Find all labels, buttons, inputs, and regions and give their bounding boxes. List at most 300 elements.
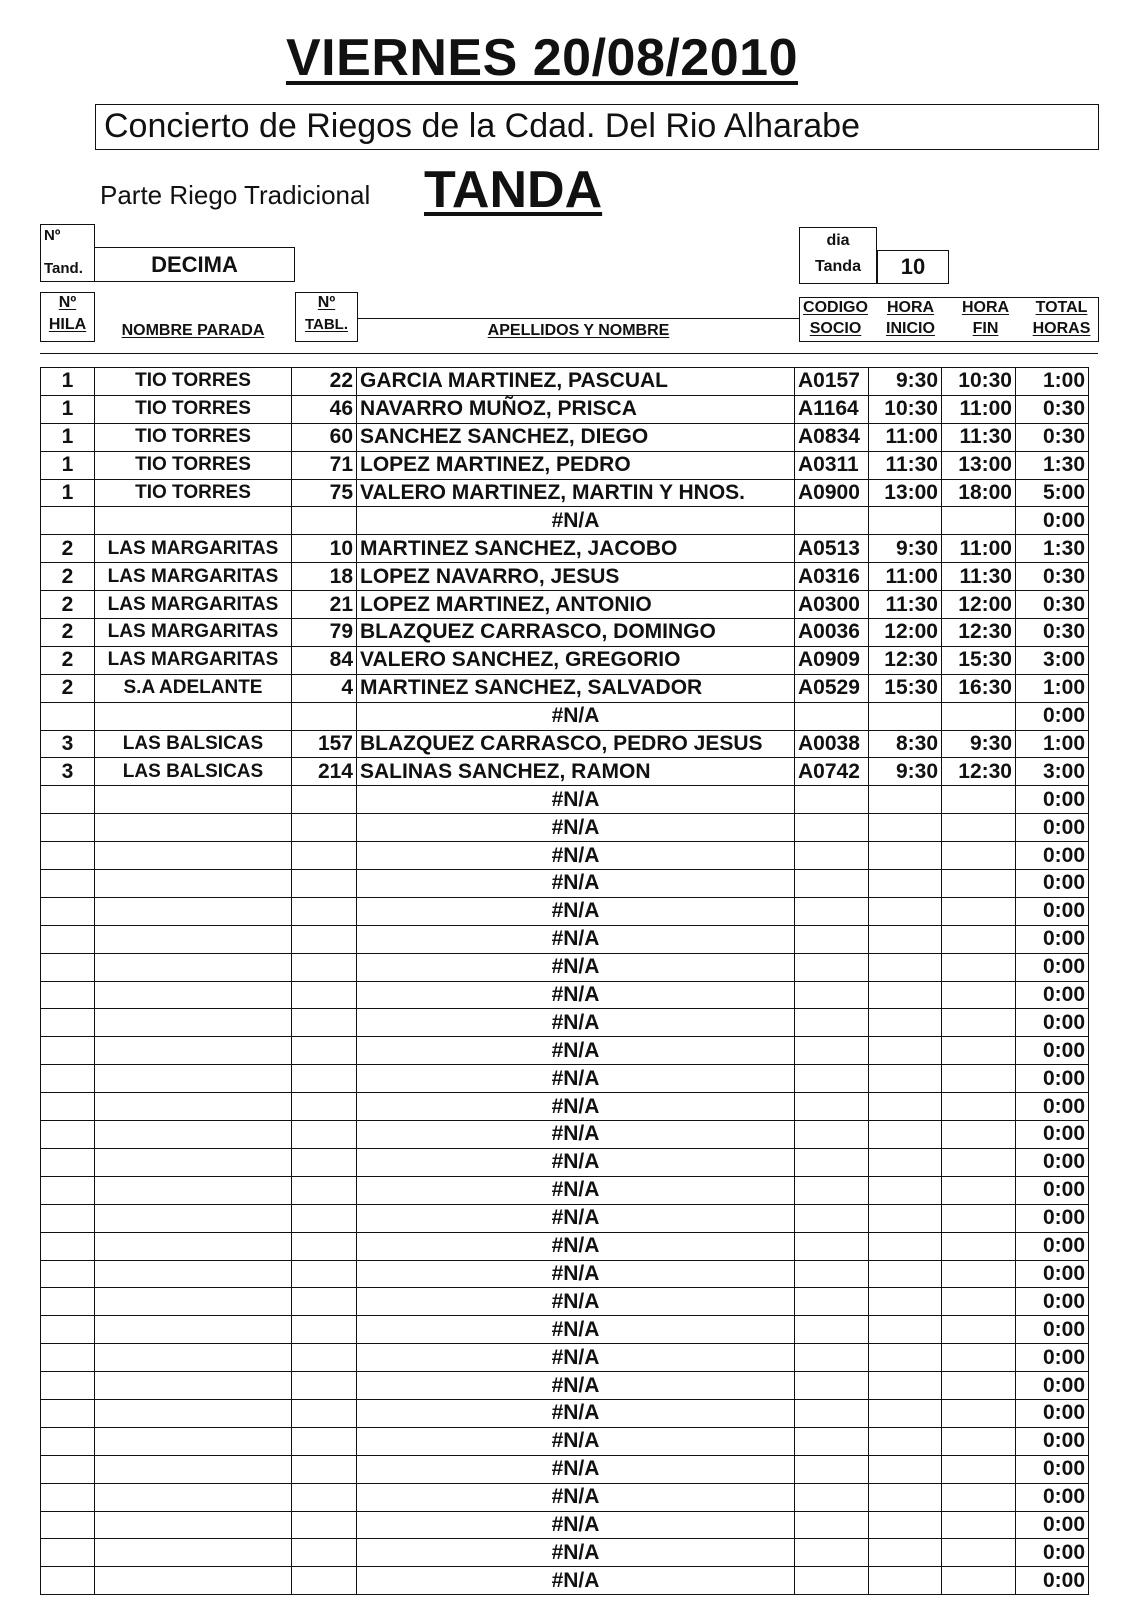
cell-tabl (292, 842, 357, 870)
cell-codigo (795, 1567, 869, 1595)
cell-fin: 16:30 (942, 674, 1016, 702)
cell-nombre: #N/A (357, 702, 795, 730)
cell-tabl (292, 1232, 357, 1260)
cell-fin: 10:30 (942, 368, 1016, 396)
cell-total: 0:00 (1016, 1288, 1089, 1316)
cell-hila (41, 1511, 95, 1539)
cell-fin (942, 897, 1016, 925)
cell-nombre: LOPEZ MARTINEZ, ANTONIO (357, 591, 795, 619)
cell-fin (942, 925, 1016, 953)
cell-inicio (869, 1455, 942, 1483)
table-row (41, 981, 1089, 1009)
cell-codigo: A0742 (795, 758, 869, 786)
cell-nombre: MARTINEZ SANCHEZ, JACOBO (357, 535, 795, 563)
table-row (41, 1455, 1089, 1483)
cell-fin (942, 953, 1016, 981)
cell-fin (942, 1511, 1016, 1539)
table-row (41, 1567, 1089, 1595)
cell-tabl (292, 1372, 357, 1400)
cell-codigo (795, 1316, 869, 1344)
cell-parada (95, 1009, 292, 1037)
cell-hila (41, 1232, 95, 1260)
cell-codigo (795, 1204, 869, 1232)
cell-tabl (292, 1093, 357, 1121)
cell-parada: LAS BALSICAS (95, 730, 292, 758)
tanda-heading: TANDA (424, 161, 603, 219)
cell-inicio: 9:30 (869, 368, 942, 396)
cell-hila (41, 1121, 95, 1149)
cell-codigo (795, 1511, 869, 1539)
cell-codigo: A0909 (795, 646, 869, 674)
cell-parada (95, 953, 292, 981)
table-row (41, 814, 1089, 842)
cell-parada (95, 702, 292, 730)
cell-nombre: #N/A (357, 1372, 795, 1400)
cell-inicio (869, 870, 942, 898)
no-tand-line1: Nº (44, 227, 61, 244)
cell-nombre: #N/A (357, 1093, 795, 1121)
cell-parada (95, 842, 292, 870)
cell-nombre: #N/A (357, 1399, 795, 1427)
header-nombre: APELLIDOS Y NOMBRE (487, 322, 670, 339)
cell-fin: 11:00 (942, 395, 1016, 423)
cell-inicio (869, 1260, 942, 1288)
cell-total: 0:00 (1016, 1316, 1089, 1344)
cell-hila (41, 1344, 95, 1372)
cell-total: 0:00 (1016, 1176, 1089, 1204)
table-row (41, 507, 1089, 535)
cell-hila: 1 (41, 451, 95, 479)
cell-codigo (795, 981, 869, 1009)
cell-fin: 18:00 (942, 479, 1016, 507)
header-fin: HORA FIN (961, 299, 1010, 337)
dia-tanda-line1: dia (826, 232, 850, 249)
cell-nombre: #N/A (357, 1511, 795, 1539)
cell-nombre: #N/A (357, 1065, 795, 1093)
table-row (41, 1204, 1089, 1232)
table-row (41, 953, 1089, 981)
cell-fin: 12:30 (942, 619, 1016, 647)
cell-total: 1:00 (1016, 368, 1089, 396)
cell-nombre: #N/A (357, 1037, 795, 1065)
cell-hila (41, 842, 95, 870)
cell-nombre: MARTINEZ SANCHEZ, SALVADOR (357, 674, 795, 702)
cell-tabl: 10 (292, 535, 357, 563)
cell-codigo (795, 1344, 869, 1372)
cell-tabl (292, 981, 357, 1009)
table-row (41, 702, 1089, 730)
cell-parada (95, 1176, 292, 1204)
cell-tabl (292, 1037, 357, 1065)
cell-nombre: #N/A (357, 1009, 795, 1037)
cell-tabl: 4 (292, 674, 357, 702)
cell-codigo: A0900 (795, 479, 869, 507)
cell-codigo: A0036 (795, 619, 869, 647)
table-row (41, 1037, 1089, 1065)
cell-hila (41, 953, 95, 981)
table-row (41, 1344, 1089, 1372)
cell-tabl (292, 925, 357, 953)
table-row (41, 1009, 1089, 1037)
cell-tabl: 21 (292, 591, 357, 619)
cell-inicio: 11:00 (869, 563, 942, 591)
cell-total: 0:00 (1016, 507, 1089, 535)
cell-nombre: #N/A (357, 507, 795, 535)
cell-tabl (292, 1009, 357, 1037)
cell-nombre: #N/A (357, 870, 795, 898)
cell-tabl (292, 1148, 357, 1176)
cell-codigo: A0311 (795, 451, 869, 479)
cell-total: 0:00 (1016, 842, 1089, 870)
table-row (41, 1176, 1089, 1204)
header-hila: Nº HILA (48, 294, 87, 333)
cell-nombre: #N/A (357, 1427, 795, 1455)
cell-codigo (795, 1539, 869, 1567)
table-row (41, 674, 1089, 702)
table-row (41, 1511, 1089, 1539)
cell-hila (41, 1427, 95, 1455)
cell-parada (95, 1511, 292, 1539)
cell-inicio (869, 1148, 942, 1176)
cell-parada (95, 1121, 292, 1149)
cell-inicio (869, 702, 942, 730)
header-codigo: CODIGO SOCIO (803, 299, 868, 337)
cell-total: 0:00 (1016, 1009, 1089, 1037)
cell-inicio (869, 786, 942, 814)
cell-codigo (795, 953, 869, 981)
cell-nombre: #N/A (357, 981, 795, 1009)
cell-total: 0:00 (1016, 1399, 1089, 1427)
cell-nombre: #N/A (357, 786, 795, 814)
cell-hila: 1 (41, 368, 95, 396)
table-row (41, 925, 1089, 953)
cell-hila (41, 814, 95, 842)
dia-tanda-value: 10 (877, 250, 949, 284)
cell-inicio (869, 953, 942, 981)
cell-fin (942, 1316, 1016, 1344)
table-row (41, 1260, 1089, 1288)
cell-inicio (869, 842, 942, 870)
cell-codigo (795, 925, 869, 953)
cell-hila: 2 (41, 674, 95, 702)
cell-fin: 13:00 (942, 451, 1016, 479)
cell-codigo: A0157 (795, 368, 869, 396)
cell-codigo: A0834 (795, 423, 869, 451)
cell-tabl (292, 897, 357, 925)
cell-parada (95, 1037, 292, 1065)
cell-tabl (292, 814, 357, 842)
cell-inicio (869, 1288, 942, 1316)
cell-inicio (869, 1372, 942, 1400)
cell-codigo (795, 507, 869, 535)
cell-fin: 12:30 (942, 758, 1016, 786)
cell-total: 0:00 (1016, 1037, 1089, 1065)
cell-inicio (869, 1204, 942, 1232)
cell-codigo (795, 1009, 869, 1037)
cell-inicio (869, 1037, 942, 1065)
cell-nombre: BLAZQUEZ CARRASCO, PEDRO JESUS (357, 730, 795, 758)
cell-inicio: 11:00 (869, 423, 942, 451)
cell-fin (942, 1037, 1016, 1065)
cell-parada (95, 1539, 292, 1567)
cell-codigo: A0513 (795, 535, 869, 563)
cell-codigo (795, 870, 869, 898)
cell-hila (41, 702, 95, 730)
table-row (41, 1065, 1089, 1093)
cell-inicio: 13:00 (869, 479, 942, 507)
cell-hila (41, 1316, 95, 1344)
cell-inicio: 9:30 (869, 535, 942, 563)
cell-fin (942, 1260, 1016, 1288)
cell-fin: 15:30 (942, 646, 1016, 674)
cell-inicio (869, 1539, 942, 1567)
cell-codigo (795, 842, 869, 870)
cell-nombre: NAVARRO MUÑOZ, PRISCA (357, 395, 795, 423)
cell-inicio: 10:30 (869, 395, 942, 423)
cell-parada: TIO TORRES (95, 368, 292, 396)
cell-inicio (869, 1483, 942, 1511)
cell-inicio (869, 981, 942, 1009)
cell-nombre: SANCHEZ SANCHEZ, DIEGO (357, 423, 795, 451)
cell-inicio (869, 897, 942, 925)
cell-hila: 1 (41, 479, 95, 507)
cell-parada: LAS MARGARITAS (95, 591, 292, 619)
cell-hila (41, 1093, 95, 1121)
cell-parada (95, 1427, 292, 1455)
table-row (41, 479, 1089, 507)
cell-codigo: A0529 (795, 674, 869, 702)
cell-codigo (795, 1037, 869, 1065)
cell-inicio (869, 1567, 942, 1595)
cell-parada: LAS MARGARITAS (95, 535, 292, 563)
cell-parada (95, 1344, 292, 1372)
cell-inicio (869, 1121, 942, 1149)
cell-codigo (795, 1260, 869, 1288)
cell-hila: 1 (41, 395, 95, 423)
cell-hila (41, 1065, 95, 1093)
cell-hila (41, 1372, 95, 1400)
cell-total: 1:30 (1016, 451, 1089, 479)
cell-parada (95, 1260, 292, 1288)
cell-codigo (795, 1065, 869, 1093)
cell-total: 5:00 (1016, 479, 1089, 507)
cell-nombre: VALERO MARTINEZ, MARTIN Y HNOS. (357, 479, 795, 507)
cell-total: 0:00 (1016, 1455, 1089, 1483)
cell-tabl (292, 702, 357, 730)
cell-hila (41, 925, 95, 953)
cell-parada (95, 1567, 292, 1595)
table-row (41, 646, 1089, 674)
cell-nombre: #N/A (357, 1204, 795, 1232)
table-row (41, 1148, 1089, 1176)
cell-parada (95, 1148, 292, 1176)
cell-parada (95, 786, 292, 814)
cell-total: 0:00 (1016, 1483, 1089, 1511)
cell-parada: TIO TORRES (95, 395, 292, 423)
cell-codigo (795, 1372, 869, 1400)
cell-codigo (795, 702, 869, 730)
cell-tabl: 46 (292, 395, 357, 423)
cell-tabl (292, 1455, 357, 1483)
cell-hila (41, 507, 95, 535)
table-row (41, 1372, 1089, 1400)
table-row (41, 1121, 1089, 1149)
cell-total: 0:00 (1016, 1093, 1089, 1121)
cell-total: 3:00 (1016, 646, 1089, 674)
cell-hila (41, 1399, 95, 1427)
cell-total: 0:00 (1016, 1567, 1089, 1595)
header-parada: NOMBRE PARADA (121, 322, 265, 339)
cell-codigo: A1164 (795, 395, 869, 423)
cell-tabl: 157 (292, 730, 357, 758)
cell-fin (942, 1093, 1016, 1121)
cell-fin (942, 1539, 1016, 1567)
cell-codigo (795, 1399, 869, 1427)
parte-label: Parte Riego Tradicional (100, 180, 371, 210)
cell-nombre: GARCIA MARTINEZ, PASCUAL (357, 368, 795, 396)
cell-nombre: LOPEZ NAVARRO, JESUS (357, 563, 795, 591)
cell-fin: 12:00 (942, 591, 1016, 619)
cell-total: 0:00 (1016, 786, 1089, 814)
cell-hila: 2 (41, 535, 95, 563)
cell-hila: 2 (41, 619, 95, 647)
cell-nombre: #N/A (357, 814, 795, 842)
header-inicio: HORA INICIO (886, 299, 935, 337)
cell-inicio (869, 1093, 942, 1121)
cell-nombre: #N/A (357, 897, 795, 925)
cell-codigo (795, 1427, 869, 1455)
table-row (41, 423, 1089, 451)
cell-hila (41, 786, 95, 814)
cell-fin (942, 1567, 1016, 1595)
cell-inicio (869, 1065, 942, 1093)
cell-hila (41, 1260, 95, 1288)
cell-tabl (292, 1427, 357, 1455)
table-row (41, 786, 1089, 814)
cell-total: 1:00 (1016, 730, 1089, 758)
cell-total: 0:00 (1016, 1148, 1089, 1176)
header-tabl: Nº TABL. (304, 294, 349, 333)
cell-parada (95, 1288, 292, 1316)
cell-parada (95, 1065, 292, 1093)
cell-tabl (292, 1316, 357, 1344)
cell-fin (942, 1483, 1016, 1511)
cell-parada (95, 507, 292, 535)
table-row (41, 758, 1089, 786)
cell-tabl (292, 1344, 357, 1372)
cell-parada (95, 1204, 292, 1232)
cell-inicio: 8:30 (869, 730, 942, 758)
table-row (41, 1399, 1089, 1427)
table-row (41, 395, 1089, 423)
cell-hila: 3 (41, 758, 95, 786)
cell-nombre: #N/A (357, 1176, 795, 1204)
table-row (41, 1232, 1089, 1260)
cell-fin (942, 1009, 1016, 1037)
cell-fin (942, 814, 1016, 842)
cell-inicio (869, 1511, 942, 1539)
cell-total: 0:00 (1016, 702, 1089, 730)
cell-tabl (292, 870, 357, 898)
header-total: TOTAL HORAS (1032, 299, 1091, 337)
cell-fin (942, 1344, 1016, 1372)
table-row (41, 1316, 1089, 1344)
cell-tabl (292, 1483, 357, 1511)
cell-total: 0:00 (1016, 953, 1089, 981)
cell-fin (942, 1176, 1016, 1204)
cell-fin (942, 786, 1016, 814)
cell-tabl (292, 1121, 357, 1149)
no-tand-value: DECIMA (95, 247, 295, 282)
cell-nombre: #N/A (357, 1148, 795, 1176)
header-separator (40, 353, 1098, 354)
cell-total: 0:00 (1016, 870, 1089, 898)
cell-fin (942, 1288, 1016, 1316)
cell-nombre: #N/A (357, 1232, 795, 1260)
cell-parada: LAS MARGARITAS (95, 619, 292, 647)
cell-nombre: #N/A (357, 1288, 795, 1316)
cell-nombre: #N/A (357, 1567, 795, 1595)
cell-total: 0:00 (1016, 981, 1089, 1009)
cell-hila (41, 1539, 95, 1567)
cell-fin: 11:30 (942, 563, 1016, 591)
cell-codigo (795, 1121, 869, 1149)
cell-codigo (795, 1455, 869, 1483)
no-tand-label-box (40, 224, 95, 282)
cell-parada: LAS MARGARITAS (95, 563, 292, 591)
cell-inicio (869, 814, 942, 842)
cell-fin (942, 1065, 1016, 1093)
cell-codigo (795, 1232, 869, 1260)
cell-nombre: #N/A (357, 1539, 795, 1567)
cell-nombre: #N/A (357, 925, 795, 953)
table-row (41, 1093, 1089, 1121)
no-tand-line2: Tand. (44, 260, 83, 277)
table-row (41, 870, 1089, 898)
cell-parada (95, 1372, 292, 1400)
cell-hila: 2 (41, 591, 95, 619)
cell-inicio (869, 1344, 942, 1372)
cell-tabl: 214 (292, 758, 357, 786)
cell-total: 0:00 (1016, 1260, 1089, 1288)
cell-total: 0:00 (1016, 897, 1089, 925)
cell-nombre: #N/A (357, 1260, 795, 1288)
cell-hila (41, 1176, 95, 1204)
cell-total: 0:30 (1016, 619, 1089, 647)
cell-hila (41, 1455, 95, 1483)
cell-hila (41, 1204, 95, 1232)
cell-fin (942, 1372, 1016, 1400)
cell-tabl: 75 (292, 479, 357, 507)
cell-parada (95, 897, 292, 925)
cell-fin (942, 1121, 1016, 1149)
cell-nombre: SALINAS SANCHEZ, RAMON (357, 758, 795, 786)
cell-parada: LAS BALSICAS (95, 758, 292, 786)
table-row (41, 535, 1089, 563)
cell-hila (41, 1148, 95, 1176)
cell-total: 0:00 (1016, 925, 1089, 953)
cell-tabl (292, 1567, 357, 1595)
table-row (41, 368, 1089, 396)
cell-total: 0:00 (1016, 814, 1089, 842)
cell-fin: 11:00 (942, 535, 1016, 563)
cell-total: 0:30 (1016, 563, 1089, 591)
cell-parada (95, 1483, 292, 1511)
subtitle-box: Concierto de Riegos de la Cdad. Del Rio Alharabe (95, 104, 1099, 150)
cell-tabl (292, 1260, 357, 1288)
cell-total: 0:30 (1016, 395, 1089, 423)
cell-nombre: VALERO SANCHEZ, GREGORIO (357, 646, 795, 674)
